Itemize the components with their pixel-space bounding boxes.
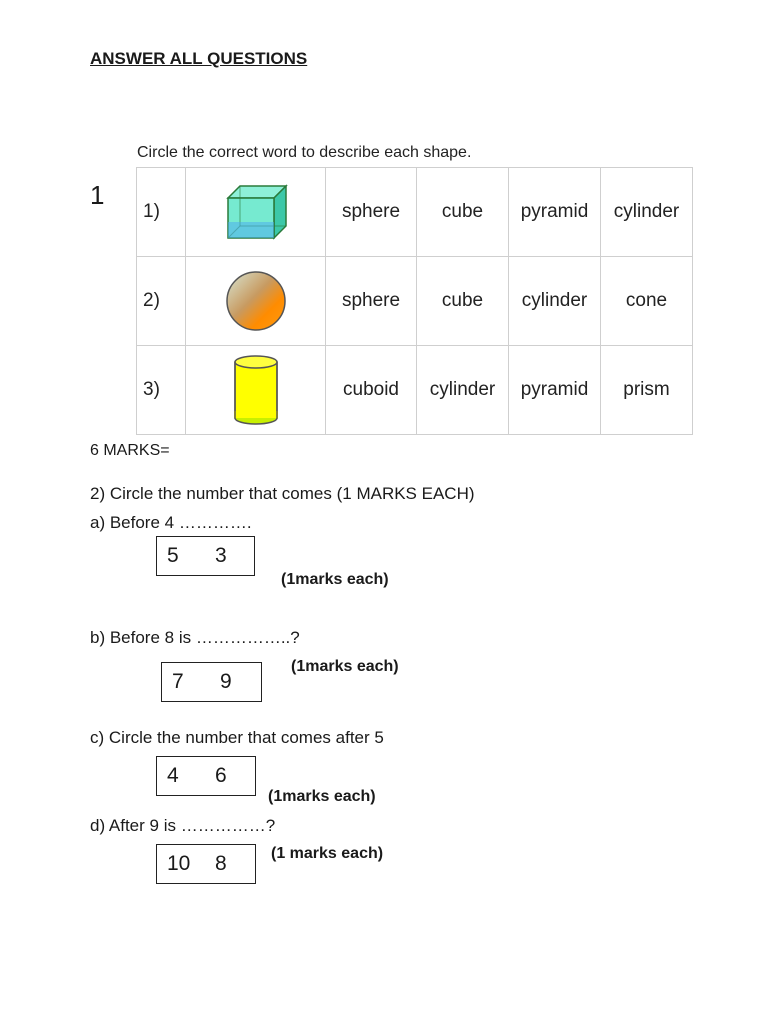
number-choice[interactable]: 7 bbox=[172, 670, 184, 693]
number-choice[interactable]: 3 bbox=[215, 544, 227, 567]
word-option[interactable]: pyramid bbox=[509, 346, 601, 435]
answer-box-a bbox=[156, 536, 255, 576]
question-2c-prompt: c) Circle the number that comes after 5 bbox=[90, 728, 384, 747]
table-row bbox=[137, 257, 693, 346]
answer-box-b bbox=[161, 662, 262, 702]
cylinder-icon bbox=[186, 346, 326, 435]
number-choice[interactable]: 10 bbox=[167, 852, 191, 875]
row-label: 1) bbox=[137, 168, 186, 257]
marks-note-c: (1marks each) bbox=[268, 788, 376, 805]
number-choice[interactable]: 6 bbox=[215, 764, 227, 787]
table-row bbox=[137, 168, 693, 257]
cube-icon bbox=[186, 168, 326, 257]
marks-note-a: (1marks each) bbox=[281, 571, 389, 588]
number-choice[interactable]: 8 bbox=[215, 852, 227, 875]
word-option[interactable]: sphere bbox=[326, 168, 417, 257]
word-option[interactable]: cone bbox=[601, 257, 693, 346]
row-label: 3) bbox=[137, 346, 186, 435]
marks-note-d: (1 marks each) bbox=[271, 845, 384, 862]
page-heading: ANSWER ALL QUESTIONS bbox=[90, 49, 308, 68]
number-choice[interactable]: 4 bbox=[167, 764, 179, 787]
question-1-instruction: Circle the correct word to describe each shape. bbox=[137, 144, 472, 161]
word-option[interactable]: pyramid bbox=[509, 168, 601, 257]
question-2d-prompt: d) After 9 is ……………? bbox=[90, 816, 276, 835]
word-option[interactable]: cube bbox=[417, 168, 509, 257]
number-choice[interactable]: 5 bbox=[167, 544, 179, 567]
word-option[interactable]: sphere bbox=[326, 257, 417, 346]
word-option[interactable]: cylinder bbox=[601, 168, 693, 257]
word-option[interactable]: cylinder bbox=[417, 346, 509, 435]
question-1-marks: 6 MARKS= bbox=[90, 442, 170, 459]
question-1-number: 1 bbox=[90, 180, 105, 210]
word-option[interactable]: prism bbox=[601, 346, 693, 435]
question-2b-prompt: b) Before 8 is ……………..? bbox=[90, 628, 300, 647]
table-row bbox=[137, 346, 693, 435]
answer-box-d bbox=[156, 844, 256, 884]
word-option[interactable]: cube bbox=[417, 257, 509, 346]
question-2-title: 2) Circle the number that comes (1 MARKS EACH) bbox=[90, 484, 475, 503]
word-option[interactable]: cuboid bbox=[326, 346, 417, 435]
question-2a-prompt: a) Before 4 …………. bbox=[90, 513, 252, 532]
word-option[interactable]: cylinder bbox=[509, 257, 601, 346]
number-choice[interactable]: 9 bbox=[220, 670, 232, 693]
sphere-icon bbox=[186, 257, 326, 346]
marks-note-b: (1marks each) bbox=[291, 658, 399, 675]
shapes-table bbox=[136, 167, 693, 435]
row-label: 2) bbox=[137, 257, 186, 346]
answer-box-c bbox=[156, 756, 256, 796]
